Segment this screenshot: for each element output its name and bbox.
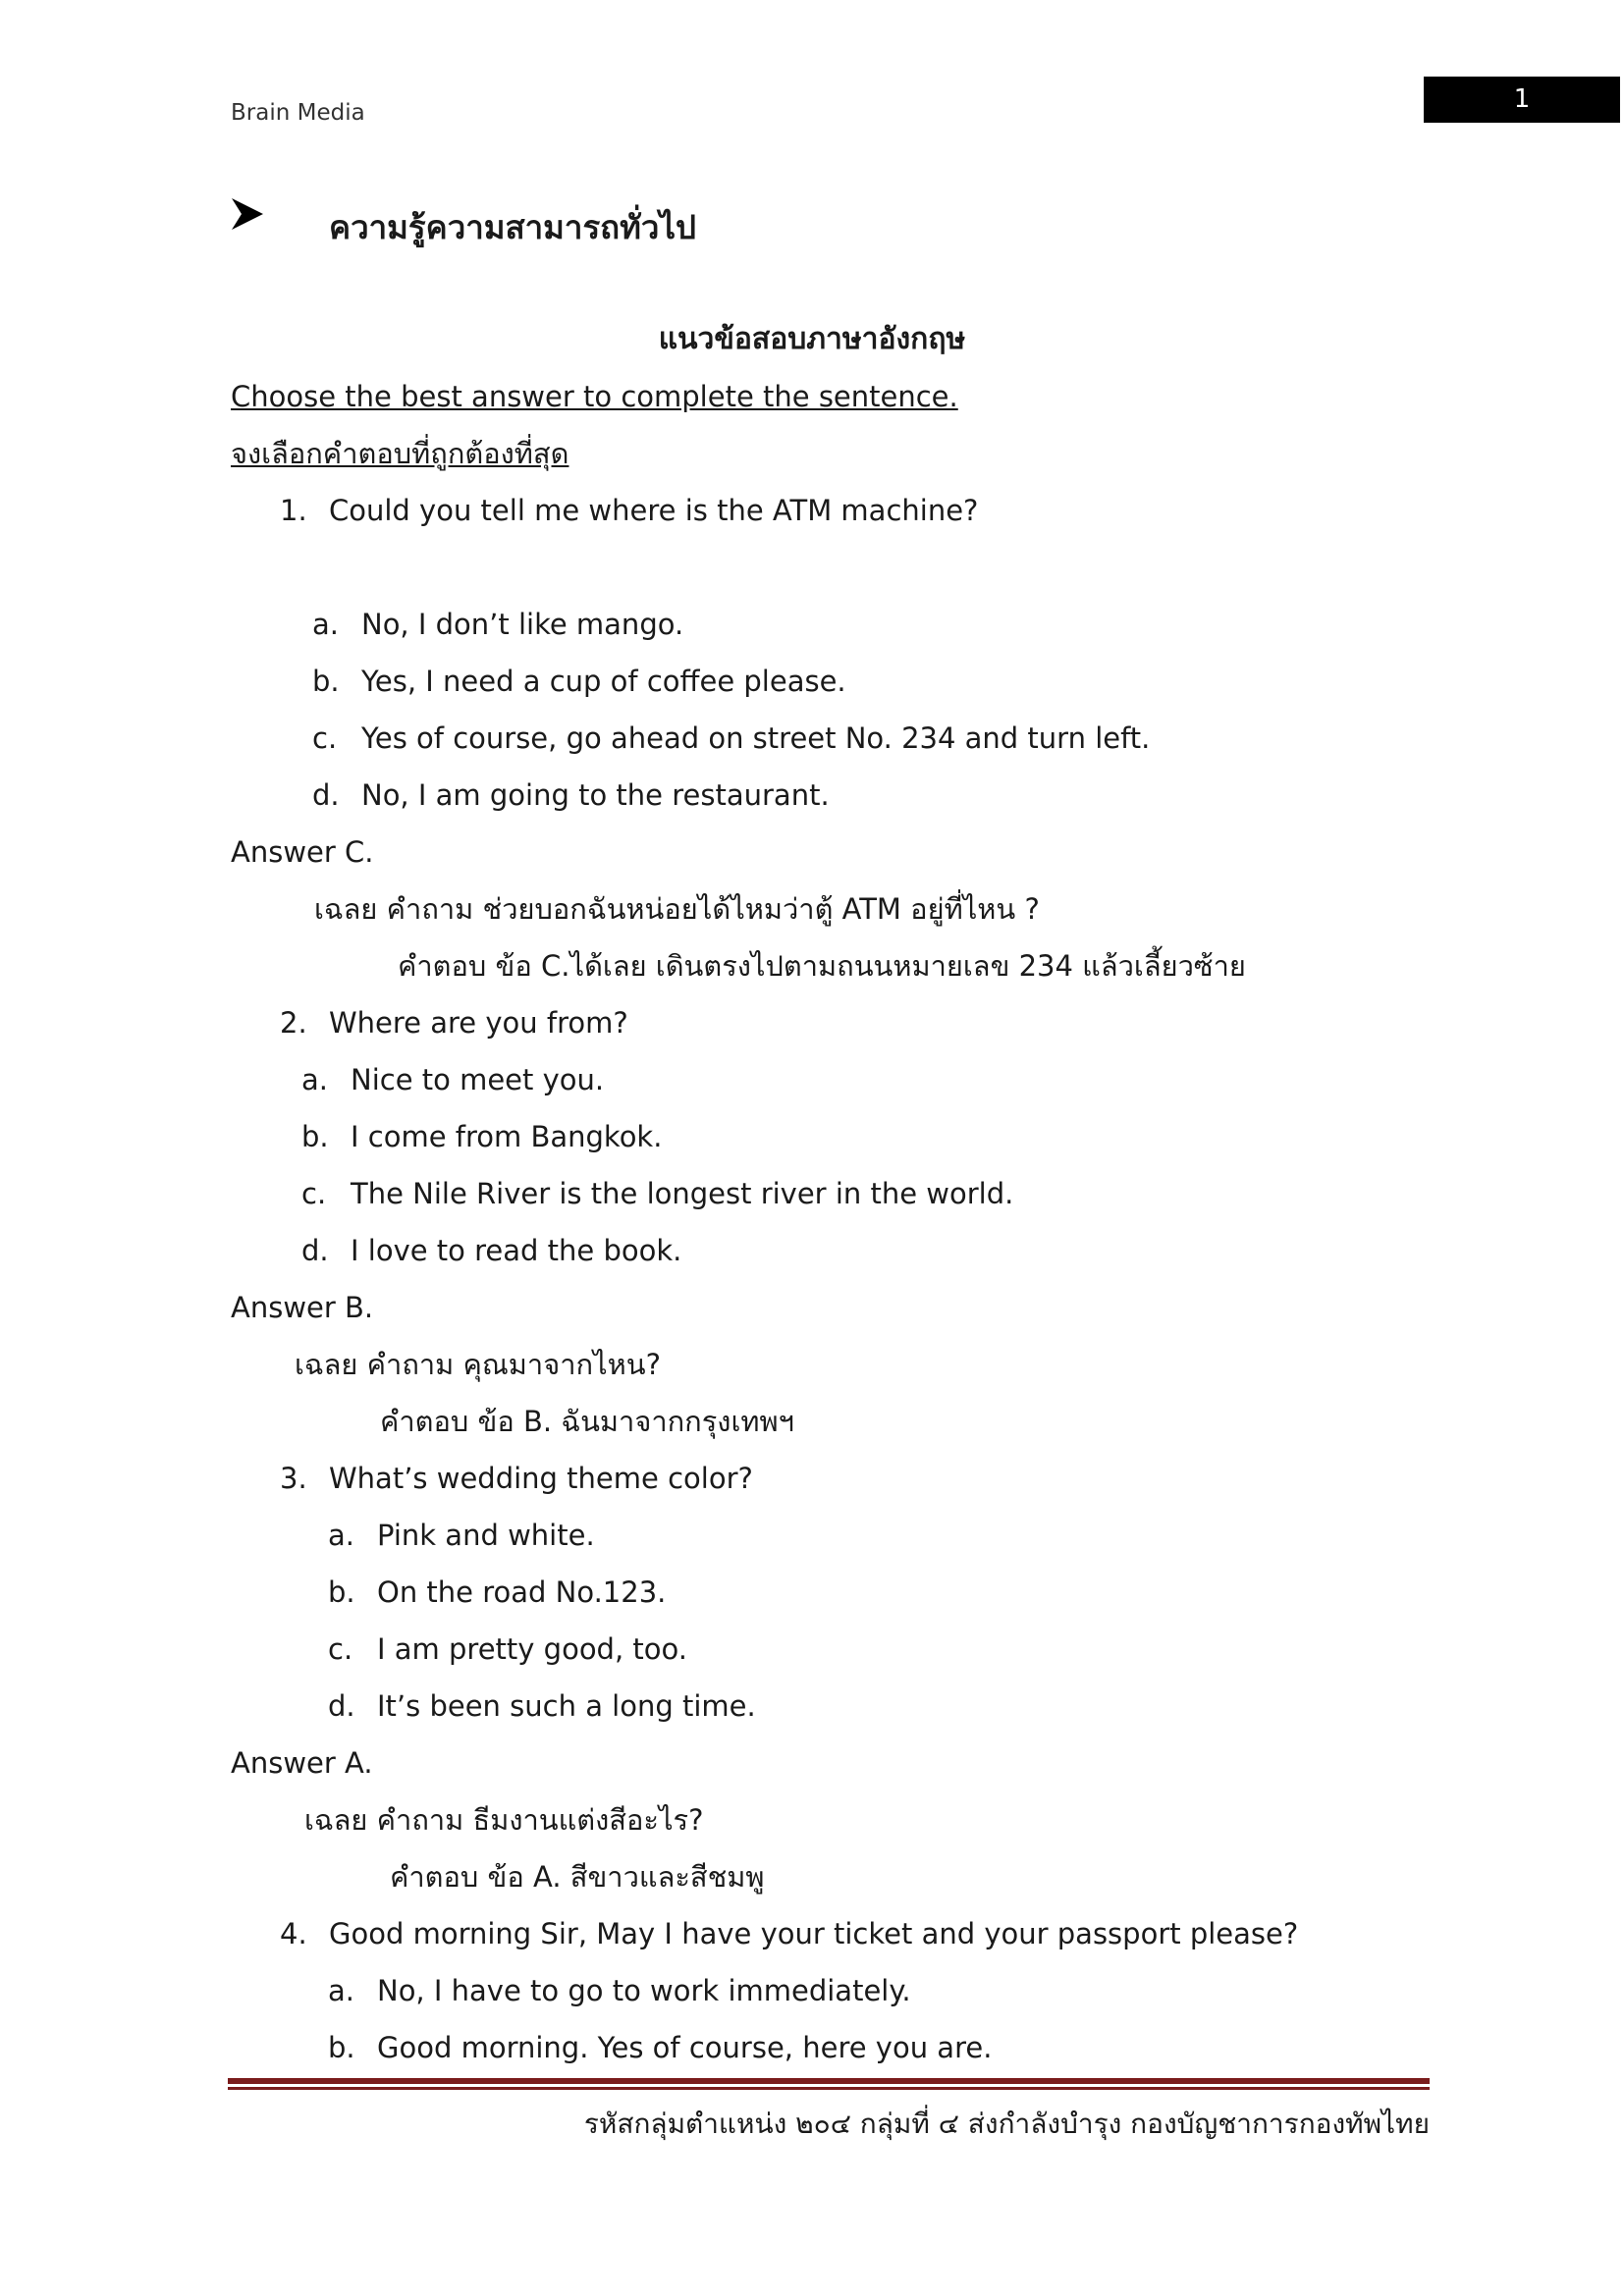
- option-letter: d.: [312, 778, 340, 812]
- footer-divider: [228, 2078, 1430, 2084]
- option-letter: a.: [328, 1974, 354, 2007]
- option-text: It’s been such a long time.: [377, 1689, 756, 1723]
- option-letter: d.: [328, 1689, 355, 1723]
- option-letter: d.: [301, 1234, 329, 1267]
- arrowhead-bullet-icon: [228, 194, 267, 234]
- option-text: I am pretty good, too.: [377, 1632, 687, 1666]
- question-text: Where are you from?: [329, 1006, 628, 1040]
- option-text: No, I have to go to work immediately.: [377, 1974, 911, 2007]
- answer-label: Answer B.: [231, 1291, 374, 1324]
- option-text: On the road No.123.: [377, 1575, 667, 1609]
- option-letter: a.: [328, 1519, 354, 1552]
- instruction-english: Choose the best answer to complete the sentence.: [231, 380, 958, 413]
- option-text: No, I am going to the restaurant.: [361, 778, 830, 812]
- question-text: Good morning Sir, May I have your ticket and your passport please?: [329, 1917, 1299, 1950]
- option-letter: c.: [328, 1632, 353, 1666]
- option-text: Yes, I need a cup of coffee please.: [361, 665, 846, 698]
- section-title: ความรู้ความสามารถทั่วไป: [329, 208, 696, 246]
- option-letter: a.: [301, 1063, 328, 1096]
- question-number: 3.: [280, 1462, 307, 1495]
- option-letter: b.: [312, 665, 340, 698]
- explanation-answer: คำตอบ ข้อ C.ได้เลย เดินตรงไปตามถนนหมายเลข 234 แล้วเลี้ยวซ้าย: [398, 949, 1246, 983]
- question-text: What’s wedding theme color?: [329, 1462, 753, 1495]
- question-number: 1.: [280, 494, 307, 527]
- option-text: No, I don’t like mango.: [361, 608, 684, 641]
- question-text: Could you tell me where is the ATM machine?: [329, 494, 979, 527]
- explanation-answer: คำตอบ ข้อ A. สีขาวและสีชมพู: [390, 1860, 765, 1894]
- explanation-answer: คำตอบ ข้อ B. ฉันมาจากกรุงเทพฯ: [380, 1405, 794, 1438]
- page-number: 1: [1424, 77, 1620, 123]
- option-text: Pink and white.: [377, 1519, 595, 1552]
- explanation-question: เฉลย คำถาม ช่วยบอกฉันหน่อยได้ไหมว่าตู้ ATM อยู่ที่ไหน ?: [314, 892, 1040, 926]
- document-title: แนวข้อสอบภาษาอังกฤษ: [658, 322, 966, 356]
- option-text: Good morning. Yes of course, here you are.: [377, 2031, 993, 2064]
- option-letter: b.: [328, 2031, 355, 2064]
- question-number: 2.: [280, 1006, 307, 1040]
- option-text: I love to read the book.: [351, 1234, 682, 1267]
- option-letter: c.: [312, 721, 338, 755]
- footer-text: รหัสกลุ่มตำแหน่ง ๒๐๔ กลุ่มที่ ๔ ส่งกำลังบำรุง กองบัญชาการกองทัพไทย: [583, 2108, 1430, 2140]
- answer-label: Answer A.: [231, 1746, 373, 1780]
- option-text: The Nile River is the longest river in the world.: [351, 1177, 1014, 1210]
- instruction-thai: จงเลือกคำตอบที่ถูกต้องที่สุด: [231, 437, 569, 470]
- option-text: Nice to meet you.: [351, 1063, 605, 1096]
- option-text: I come from Bangkok.: [351, 1120, 663, 1153]
- option-letter: a.: [312, 608, 339, 641]
- option-letter: b.: [328, 1575, 355, 1609]
- header-brand: Brain Media: [231, 100, 365, 126]
- option-text: Yes of course, go ahead on street No. 234 and turn left.: [361, 721, 1151, 755]
- explanation-question: เฉลย คำถาม คุณมาจากไหน?: [295, 1348, 661, 1381]
- answer-label: Answer C.: [231, 835, 374, 869]
- option-letter: b.: [301, 1120, 329, 1153]
- explanation-question: เฉลย คำถาม ธีมงานแต่งสีอะไร?: [304, 1803, 704, 1837]
- footer-divider: [228, 2087, 1430, 2090]
- option-letter: c.: [301, 1177, 327, 1210]
- question-number: 4.: [280, 1917, 307, 1950]
